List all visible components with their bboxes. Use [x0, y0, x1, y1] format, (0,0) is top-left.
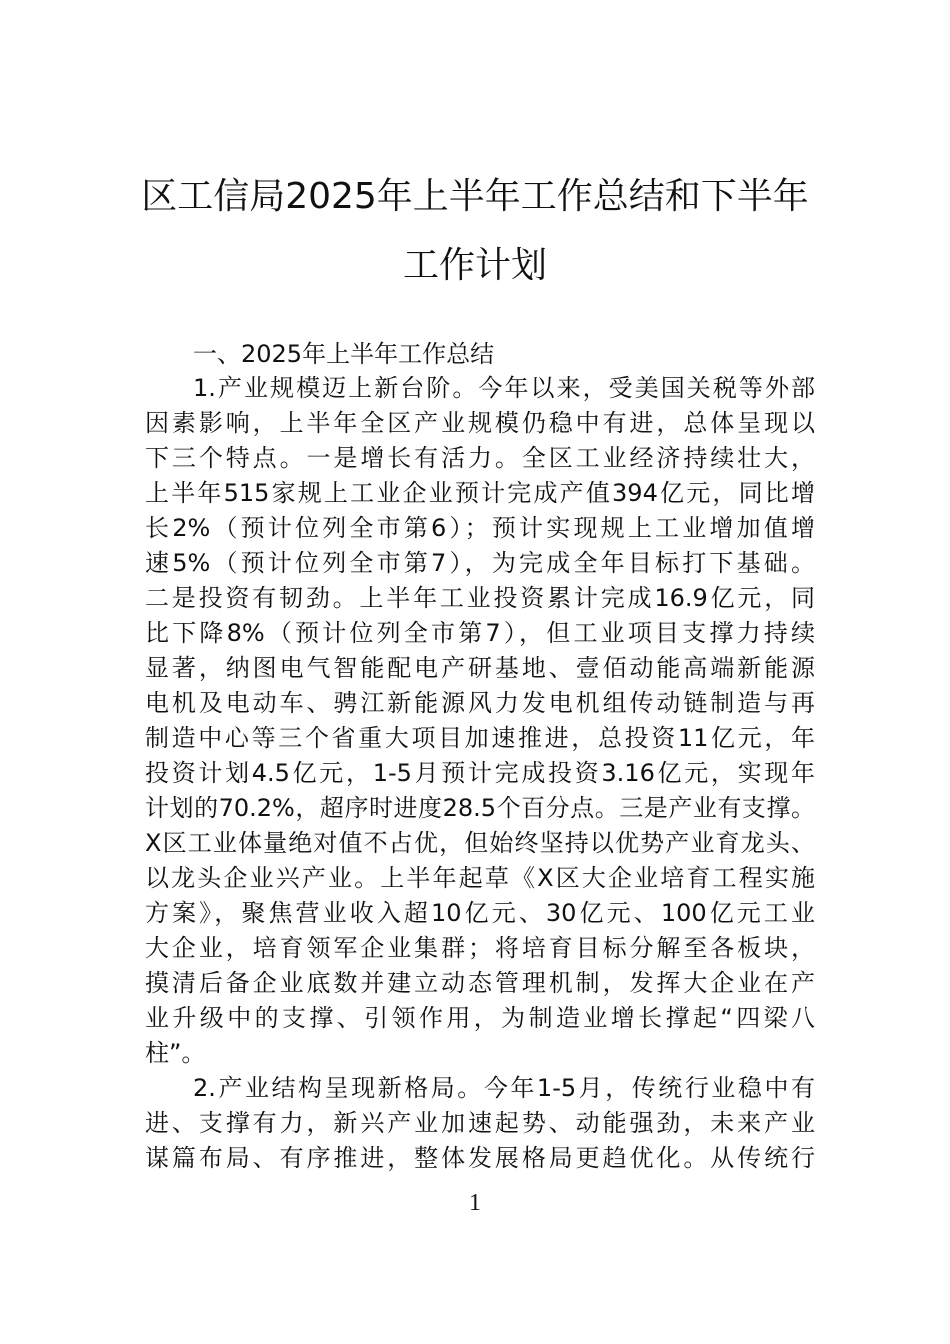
paragraph-line: 上半年515家规上工业企业预计完成产值394亿元，同比增 [145, 479, 815, 507]
paragraph-line: 计划的70.2%，超序时进度28.5个百分点。三是产业有支撑。 [145, 794, 815, 822]
paragraph-line: 制造中心等三个省重大项目加速推进，总投资11亿元，年 [145, 724, 815, 752]
paragraph-line: 1.产业规模迈上新台阶。今年以来，受美国关税等外部 [193, 374, 815, 402]
paragraph-line: 显著，纳图电气智能配电产研基地、壹佰动能高端新能源 [145, 654, 815, 682]
paragraph-line: 二是投资有韧劲。上半年工业投资累计完成16.9亿元，同 [145, 584, 815, 612]
paragraph-line: 摸清后备企业底数并建立动态管理机制，发挥大企业在产 [145, 969, 815, 997]
paragraph-line: 因素影响，上半年全区产业规模仍稳中有进，总体呈现以 [145, 409, 815, 437]
paragraph-line: 速5%（预计位列全市第7），为完成全年目标打下基础。 [145, 549, 815, 577]
paragraph-line: 投资计划4.5亿元，1-5月预计完成投资3.16亿元，实现年 [145, 759, 815, 787]
document-title-line-1: 区工信局2025年上半年工作总结和下半年 [141, 176, 809, 217]
paragraph-line: 以龙头企业兴产业。上半年起草《X区大企业培育工程实施 [145, 864, 815, 892]
paragraph-line: 柱”。 [145, 1039, 206, 1067]
paragraph-line: X区工业体量绝对值不占优，但始终坚持以优势产业育龙头、 [145, 829, 815, 857]
document-title-line-2: 工作计划 [402, 245, 547, 286]
paragraph-line: 业升级中的支撑、引领作用，为制造业增长撑起“四梁八 [145, 1004, 815, 1032]
paragraph-line: 下三个特点。一是增长有活力。全区工业经济持续壮大， [145, 444, 815, 472]
page-number: 1 [469, 1190, 481, 1216]
paragraph-line: 谋篇布局、有序推进，整体发展格局更趋优化。从传统行 [145, 1144, 815, 1172]
paragraph-line: 比下降8%（预计位列全市第7），但工业项目支撑力持续 [145, 619, 815, 647]
section-heading: 一、2025年上半年工作总结 [193, 340, 495, 368]
paragraph-line: 电机及电动车、骋江新能源风力发电机组传动链制造与再 [145, 689, 815, 717]
paragraph-line: 大企业，培育领军企业集群；将培育目标分解至各板块， [145, 934, 815, 962]
paragraph-line: 长2%（预计位列全市第6）；预计实现规上工业增加值增 [145, 514, 815, 542]
paragraph-line: 进、支撑有力，新兴产业加速起势、动能强劲，未来产业 [145, 1109, 815, 1137]
paragraph-line: 方案》，聚焦营业收入超10亿元、30亿元、100亿元工业 [145, 899, 815, 927]
paragraph-line: 2.产业结构呈现新格局。今年1-5月，传统行业稳中有 [193, 1074, 815, 1102]
